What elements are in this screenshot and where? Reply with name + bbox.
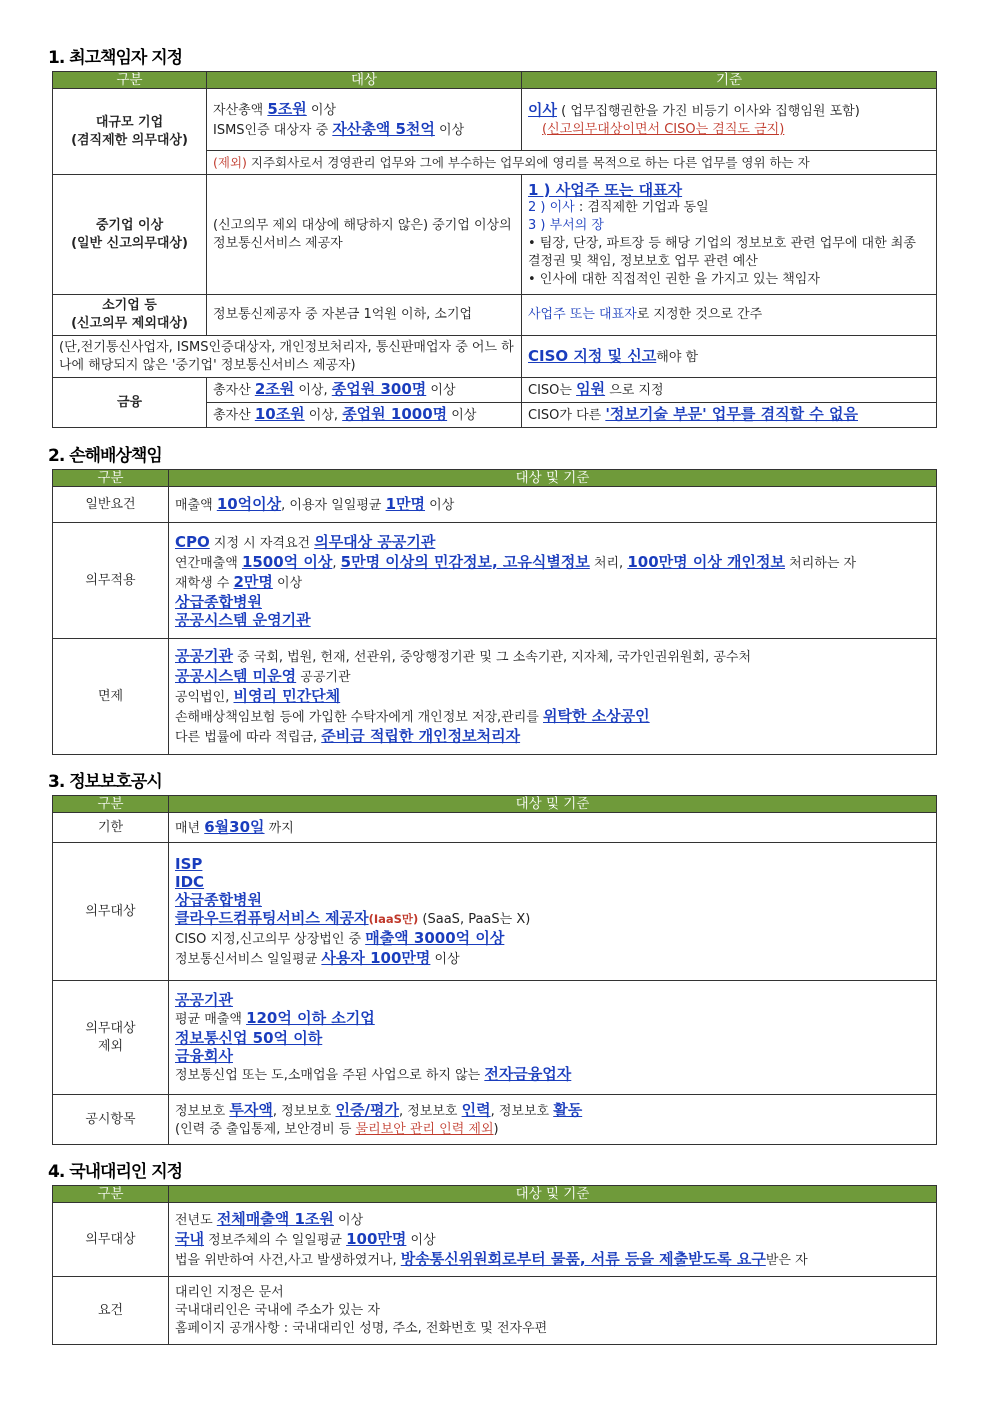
header-category: 구분 [53,72,207,89]
row-label-medium: 중기업 이상 (일반 신고의무대상) [53,175,207,295]
cell-note: (단,전기통신사업자, ISMS인증대상자, 개인정보처리자, 통신판매업자 중 어느 하나에 해당되지 않은 '중기업' 정보통신서비스 제공자) [53,336,522,378]
row-label-requirements: 요건 [53,1277,169,1345]
row-label-items: 공시항목 [53,1095,169,1145]
table-row [53,336,937,378]
cell-duty: CPO 지정 시 자격요건 의무대상 공공기관 연간매출액 1500억 이상, 5만명 이상의 민감정보, 고유식별정보 처리, 100만명 이상 개인정보 처리하는 자 재학생 수 2만명 이상 상급종합병원 공공시스템 운영기관 [169,523,937,639]
row-label-deadline: 기한 [53,813,169,843]
cell-note-criteria: CISO 지정 및 신고해야 함 [522,336,937,378]
cell-criteria-small: 사업주 또는 대표자로 지정한 것으로 간주 [522,295,937,336]
cell-excluded: 공공기관 평균 매출액 120억 이하 소기업 정보통신업 50억 이하 금융회사 정보통신업 또는 도,소매업을 주된 사업으로 하지 않는 전자금융업자 [169,981,937,1095]
cell-finance-criteria-1: CISO는 임원 으로 지정 [522,378,937,403]
table-row [53,639,937,755]
liability-table [52,469,937,755]
cell-finance-criteria-2: CISO가 다른 '정보기술 부문' 업무를 겸직할 수 없음 [522,403,937,428]
table-row [53,378,937,403]
row-label-finance: 금융 [53,378,207,428]
cell-items: 정보보호 투자액, 정보보호 인증/평가, 정보보호 인력, 정보보호 활동 (인력 중 출입통제, 보안경비 등 물리보안 관리 인력 제외) [169,1095,937,1145]
cell-target-large: 자산총액 5조원 이상 ISMS인증 대상자 중 자산총액 5천억 이상 [207,89,522,151]
disclosure-table [52,795,937,1145]
section-title-disclosure: 3. 정보보호공시 [48,772,162,792]
row-label-large: 대규모 기업 (겸직제한 의무대상) [53,89,207,175]
cell-target-small: 정보통신제공자 중 자본금 1억원 이하, 소기업 [207,295,522,336]
header-target-criteria: 대상 및 기준 [169,470,937,487]
header-category: 구분 [53,470,169,487]
table-row [53,89,937,151]
cell-finance-target-2: 총자산 10조원 이상, 종업원 1000명 이상 [207,403,522,428]
table-row [53,1203,937,1277]
cell-exclusion: (제외) 지주회사로서 경영관리 업무와 그에 부수하는 업무외에 영리를 목적으로 하는 다른 업무를 영위 하는 자 [207,151,937,175]
cell-target-medium: (신고의무 제외 대상에 해당하지 않은) 중기업 이상의 정보통신서비스 제공자 [207,175,522,295]
table-row [53,981,937,1095]
cell-exempt: 공공기관 중 국회, 법원, 헌재, 선관위, 중앙행정기관 및 그 소속기관, 지자체, 국가인권위원회, 공수처 공공시스템 미운영 공공기관 공익법인, 비영리 민간단체 손해배상책임보험 등에 가입한 수탁자에게 개인정보 저장,관리를 위탁한 소상공인 다른 법률에 따라 적립금, 준비금 적립한 개인정보처리자 [169,639,937,755]
cell-requirements: 대리인 지정은 문서 국내대리인은 국내에 주소가 있는 자 홈페이지 공개사항 : 국내대리인 성명, 주소, 전화번호 및 전자우편 [169,1277,937,1345]
row-label-exempt: 면제 [53,639,169,755]
row-label-duty: 의무적용 [53,523,169,639]
header-target-criteria: 대상 및 기준 [169,796,937,813]
cell-criteria-medium: 1 ) 사업주 또는 대표자 2 ) 이사 : 겸직제한 기업과 동일 3 ) 부서의 장 • 팀장, 단장, 파트장 등 해당 기업의 정보보호 관련 업무에 대한 최종 결정권 및 책임, 정보보호 업무 관련 예산 • 인사에 대한 직접적인 권한 을 가지고 있는 책임자 [522,175,937,295]
table-row [53,487,937,523]
table-row [53,175,937,295]
ciso-table [52,71,937,428]
table-row [53,843,937,981]
cell-criteria-large: 이사 ( 업무집행권한을 가진 비등기 이사와 집행임원 포함) (신고의무대상이면서 CISO는 겸직도 금지) [522,89,937,151]
row-label-agent-duty: 의무대상 [53,1203,169,1277]
header-target-criteria: 대상 및 기준 [169,1186,937,1203]
row-label-disclosure-duty: 의무대상 [53,843,169,981]
cell-deadline: 매년 6월30일 까지 [169,813,937,843]
table-row [53,295,937,336]
table-row [53,523,937,639]
header-category: 구분 [53,1186,169,1203]
domestic-agent-table [52,1185,937,1345]
cell-disclosure-duty: ISP IDC 상급종합병원 클라우드컴퓨팅서비스 제공자(IaaS만) (SaaS, PaaS는 X) CISO 지정,신고의무 상장법인 중 매출액 3000억 이상 정보통신서비스 일일평균 사용자 100만명 이상 [169,843,937,981]
row-label-excluded: 의무대상 제외 [53,981,169,1095]
section-title-liability: 2. 손해배상책임 [48,446,162,466]
table-row [53,1095,937,1145]
cell-agent-duty: 전년도 전체매출액 1조원 이상 국내 정보주체의 수 일일평균 100만명 이상 법을 위반하여 사건,사고 발생하였거나, 방송통신위원회로부터 물품, 서류 등을 제출받도록 요구받은 자 [169,1203,937,1277]
table-row [53,1277,937,1345]
header-criteria: 기준 [522,72,937,89]
row-label-small: 소기업 등 (신고의무 제외대상) [53,295,207,336]
table-row [53,813,937,843]
header-target: 대상 [207,72,522,89]
section-title-domestic-agent: 4. 국내대리인 지정 [48,1162,183,1182]
row-label-general: 일반요건 [53,487,169,523]
cell-general: 매출액 10억이상, 이용자 일일평균 1만명 이상 [169,487,937,523]
header-category: 구분 [53,796,169,813]
section-title-ciso: 1. 최고책임자 지정 [48,48,183,68]
cell-finance-target-1: 총자산 2조원 이상, 종업원 300명 이상 [207,378,522,403]
